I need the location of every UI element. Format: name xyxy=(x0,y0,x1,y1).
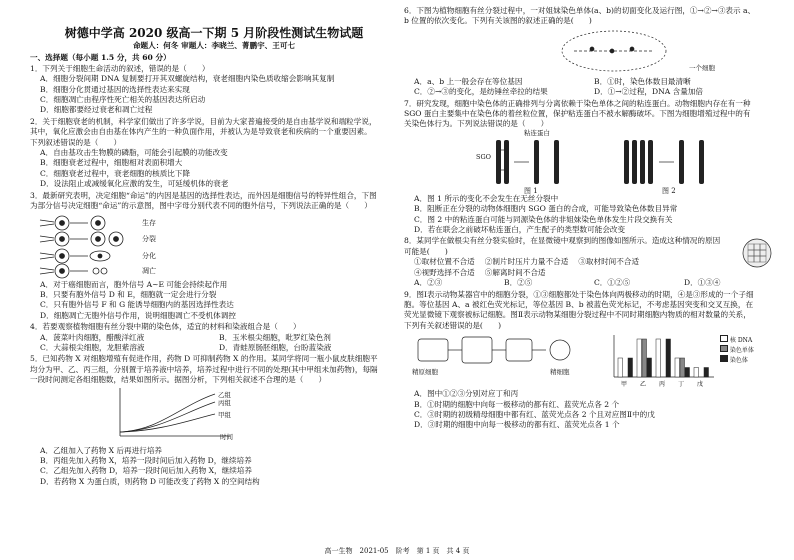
x-axis-label: 时间 xyxy=(220,432,233,441)
option-c: C．大蒜根尖细胞，龙胆紫溶液 xyxy=(40,342,145,352)
option-c: C．图 2 中的粘连蛋白可能与同源染色体的非姐妹染色单体发生片段交换有关 xyxy=(414,214,673,224)
label-apoptosis: 凋亡 xyxy=(142,266,156,275)
question-stem: 9．图Ⅰ表示动物某器官中的细胞分裂，①③细胞都处于染色体向两极移动的时期，④是③形成的一个子细 xyxy=(404,289,754,299)
option-c: C．②→③的变化，是纺锤丝牵拉的结果 xyxy=(414,87,548,97)
label-spermatogonium: 精原细胞 xyxy=(412,368,438,377)
bar-1-3 xyxy=(656,339,661,377)
figure-caption: 一个细胞 xyxy=(689,63,715,72)
question-2 xyxy=(30,117,398,190)
question-stem: SGO 蛋白主要集中在染色体的着丝粒位置，保护粘连蛋白不被水解酶破坏。下图为细胞增殖过程中的有 xyxy=(404,109,751,119)
option-a: A．自由基攻击生物膜的磷脂，可能会引起膜的功能改变 xyxy=(40,148,228,158)
question-stem: 均分为甲、乙、丙三组，分别置于培养液中培养，培养过程中进行不同的处理(其中甲组未加药物)，每隔 xyxy=(30,364,378,374)
question-stem: b 位置的依次变化。下列有关该图的叙述正确的是( ) xyxy=(404,16,592,26)
option-row xyxy=(404,278,774,288)
question-5 xyxy=(30,354,398,487)
bar-2-4 xyxy=(680,358,685,377)
legend-item xyxy=(720,355,754,365)
label-divide: 分裂 xyxy=(142,234,156,243)
growth-curve-figure xyxy=(30,386,398,446)
question-4 xyxy=(30,322,398,353)
option-d: D．细胞凋亡无胞外信号作用，说明细胞凋亡不受机体调控 xyxy=(40,310,236,320)
bar-3-4 xyxy=(685,368,690,378)
option-d: D．细胞都要经过衰老和凋亡过程 xyxy=(40,105,153,115)
bar-3-2 xyxy=(647,358,652,377)
question-stem: 关染色体行为。下列说法错误的是（ ） xyxy=(404,119,549,129)
question-3 xyxy=(30,191,398,321)
x-tick-label: 甲 xyxy=(620,381,628,389)
legend-item xyxy=(720,335,754,345)
option-b: B．细胞分化贯通过基因的选择性表达来实现 xyxy=(40,84,190,94)
option-b: B．②⑤ xyxy=(504,278,533,288)
growth-curve-svg xyxy=(100,386,300,446)
page-footer: 高一生物 2021-05 阶考 第 1 页 共 4 页 xyxy=(324,547,470,555)
left-column xyxy=(30,6,398,487)
question-stem: 为部分信号决定细胞“命运”的示意图，图中字母分别代表不同的胞外信号，下列说法正确的是（ ） xyxy=(30,201,372,211)
option-d: D．设法阻止或减缓氧化应激的发生，可延缓机体的衰老 xyxy=(40,179,229,189)
bar-3-1 xyxy=(628,358,633,377)
option-b: B．①时期的细胞中向每一极移动的都有红、蓝荧光点各 2 个 xyxy=(414,399,620,409)
option-a: A．乙组加入了药物 X 后再进行培养 xyxy=(40,445,163,455)
label-differentiate: 分化 xyxy=(142,251,156,260)
option-a: A．菠菜叶肉细胞，醋酸洋红液 xyxy=(40,332,145,342)
figure-2-caption: 图 2 xyxy=(662,186,676,195)
legend-chromosome: 染色体 xyxy=(729,357,748,365)
bar-1-1 xyxy=(618,358,623,377)
question-stem: 3．最新研究表明，决定细胞“命运”的内因是基因的选择性表达，而外因是细胞信号的特异性组合，下图 xyxy=(30,190,377,200)
reason-2: ②制片时压片力量不合适 xyxy=(484,257,569,267)
x-tick-label: 戊 xyxy=(696,381,704,389)
cohesin-svg xyxy=(474,136,734,190)
bar-1-5 xyxy=(694,368,699,378)
x-tick-label: 丙 xyxy=(658,381,666,389)
legend-chromatid: 染色单体 xyxy=(729,347,754,355)
reason-4: ④视野选择不合适 xyxy=(414,267,475,277)
option-row xyxy=(404,77,774,87)
option-a: A．细胞分裂间期 DNA 复制要打开其双螺旋结构，衰老细胞内染色质收缩会影响其复制 xyxy=(40,74,335,84)
bar-1-4 xyxy=(675,358,680,377)
question-stem: 6．下图为植物细胞有丝分裂过程中，一对姐妹染色单体(a、b)的切面变化及运行图，①→②→③表示 a、 xyxy=(404,6,756,15)
option-b: B．只要有胞外信号 D 和 E，细胞就一定会进行分裂 xyxy=(40,289,217,299)
bar-3-3 xyxy=(666,339,671,377)
meiosis-figure xyxy=(404,331,774,389)
option-d: D．青蛙原肠胚细胞，台盼蓝染液 xyxy=(219,342,332,352)
question-7 xyxy=(404,99,774,236)
option-row xyxy=(404,87,774,97)
question-stem: 胞。等位基因 A、a 被红色荧光标记，等位基因 B、b 被蓝色荧光标记，不考虑基因突变和交叉互换，在 xyxy=(404,299,754,309)
option-row xyxy=(30,343,398,353)
label-cohesin: 粘连蛋白 xyxy=(524,128,550,137)
question-stem: 下列有关叙述错误的是( ) xyxy=(404,320,502,330)
option-a: A．图 1 所示的变化不会发生在无丝分裂中 xyxy=(414,193,559,203)
reason-1: ①取材位置不合适 xyxy=(414,257,475,267)
question-stem: 7．研究发现，细胞中染色体的正确排列与分离依赖于染色单体之间的粘连蛋白。动物细胞内存在有一种 xyxy=(404,98,751,108)
option-b: B．阻断正在分裂的动物体细胞内 SGO 蛋白的合成，可能导致染色体数目异常 xyxy=(414,204,678,214)
question-1 xyxy=(30,64,398,116)
option-d: D．③时期的细胞中向每一极移动的都有红、蓝荧光点各 1 个 xyxy=(414,420,620,430)
microscope-view-image xyxy=(742,238,772,268)
option-a: A．②③ xyxy=(414,278,443,288)
option-b: B．①时，染色体数目最清晰 xyxy=(594,76,691,86)
chromatid-figure xyxy=(404,27,774,77)
question-stem: 一段时间测定各组细胞数，结果如图所示。据图分析，下列相关叙述不合理的是（ ） xyxy=(30,375,327,385)
question-stem: 荧光显微镜下观察被标记细胞。图Ⅱ表示动物某细胞分裂过程中不同时期细胞内物质的相对数量的关系， xyxy=(404,310,751,320)
bar-2-2 xyxy=(642,339,647,377)
question-6 xyxy=(404,6,774,98)
option-c: C．乙组先加入药物 D，培养一段时间后加入药物 X，继续培养 xyxy=(40,466,252,476)
signal-figure xyxy=(30,212,330,280)
option-list xyxy=(404,257,774,267)
legend-jia: 甲组 xyxy=(218,410,231,419)
cohesin-figure xyxy=(404,130,774,194)
option-a: A．a、b 上一般会存在等位基因 xyxy=(414,76,523,86)
exam-title: 树德中学高 2020 级高一下期 5 月阶段性测试生物试题 xyxy=(64,26,364,40)
question-stem: 2．关于细胞衰老的机制，科学家们做出了许多学说，目前为大家普遍接受的是自由基学说和端粒学说， xyxy=(30,116,377,126)
legend-yi: 乙组 xyxy=(218,390,231,399)
option-b: B．丙组先加入药物 X，培养一段时间后加入药物 D，继续培养 xyxy=(40,455,252,465)
option-row xyxy=(30,333,398,343)
x-tick-label: 丁 xyxy=(677,381,685,389)
option-c: C．细胞衰老过程中，衰老细胞的核质比下降 xyxy=(40,168,191,178)
figure-1-caption: 图 1 xyxy=(524,186,538,195)
reason-5: ⑤解离时间不合适 xyxy=(484,267,546,277)
x-tick-label: 乙 xyxy=(639,381,647,389)
option-a: A．对于癌细胞而言，胞外信号 A~E 可能会持续起作用 xyxy=(40,279,228,289)
option-d: D．①→②过程，DNA 含量加倍 xyxy=(594,87,704,97)
option-b: B．玉米根尖细胞，吡罗红染色剂 xyxy=(219,332,331,342)
question-8 xyxy=(404,236,774,288)
chart-legend xyxy=(720,335,754,365)
question-stem: 1．下列关于细胞生命活动的叙述，错误的是（ ） xyxy=(30,63,210,73)
bar-3-5 xyxy=(704,368,709,378)
option-c: C．细胞凋亡由程序性死亡相关的基因表达所启动 xyxy=(40,95,206,105)
question-stem: 可能是( ) xyxy=(404,246,448,256)
reason-3: ③取材时间不合适 xyxy=(578,257,640,267)
legend-dna: 核 DNA xyxy=(729,337,753,345)
option-c: C．只有胞外信号 F 和 G 能诱导细胞内的基因选择性表达 xyxy=(40,300,234,310)
question-stem: 5．已知药物 X 对细胞增殖有促进作用，药物 D 可抑制药物 X 的作用。某同学将同一瓶小鼠皮肤细胞平 xyxy=(30,354,378,364)
option-d: D．①③④ xyxy=(684,278,721,288)
exam-authors: 命题人：何冬 审题人：李晓兰、菁鹏宇、王可七 xyxy=(132,41,296,50)
option-d: D．若药物 X 为蛋白质，则药物 D 可能改变了药物 X 的空间结构 xyxy=(40,476,260,486)
meiosis-diagram-svg xyxy=(414,333,594,387)
label-sgo: SGO xyxy=(476,152,491,161)
option-c: C．①②⑤ xyxy=(594,278,631,288)
option-list xyxy=(404,268,774,278)
question-9 xyxy=(404,290,774,431)
question-stem: 4．若要观察植物细胞有丝分裂中期的染色体，适宜的材料和染液组合是（ ） xyxy=(30,322,301,332)
option-a: A．图中①②③分别对应丁和丙 xyxy=(414,389,519,399)
label-sperm-cell: 精细胞 xyxy=(550,368,570,377)
chromatid-svg xyxy=(554,27,684,77)
section-heading: 一、选择题（每小题 1.5 分，共 60 分） xyxy=(30,53,171,63)
right-column xyxy=(404,6,774,431)
option-d: D．若在联会之前破坏粘连蛋白，产生配子的类型数可能会改变 xyxy=(414,225,626,235)
label-survive: 生存 xyxy=(142,218,156,227)
question-stem: 8．某同学在做根尖有丝分裂实验时，在显微镜中观察到的图像如图所示。造成这种情况的原因 xyxy=(404,236,721,246)
option-b: B．细胞衰老过程中，细胞相对表面积增大 xyxy=(40,158,183,168)
signal-diagram xyxy=(30,212,398,280)
legend-bing: 丙组 xyxy=(218,398,231,407)
legend-item xyxy=(720,345,754,355)
question-stem: 下列叙述错误的是（ ） xyxy=(30,137,122,147)
option-c: C．③时期的初级精母细胞中都有红、蓝荧光点各 2 个且对应图Ⅱ中的戊 xyxy=(414,409,655,419)
question-stem: 其中，氧化应激会由自由基在体内产生的一种负面作用，并被认为是导致衰老和疾病的一个重要因素。 xyxy=(30,127,372,137)
bar-1-2 xyxy=(637,339,642,377)
